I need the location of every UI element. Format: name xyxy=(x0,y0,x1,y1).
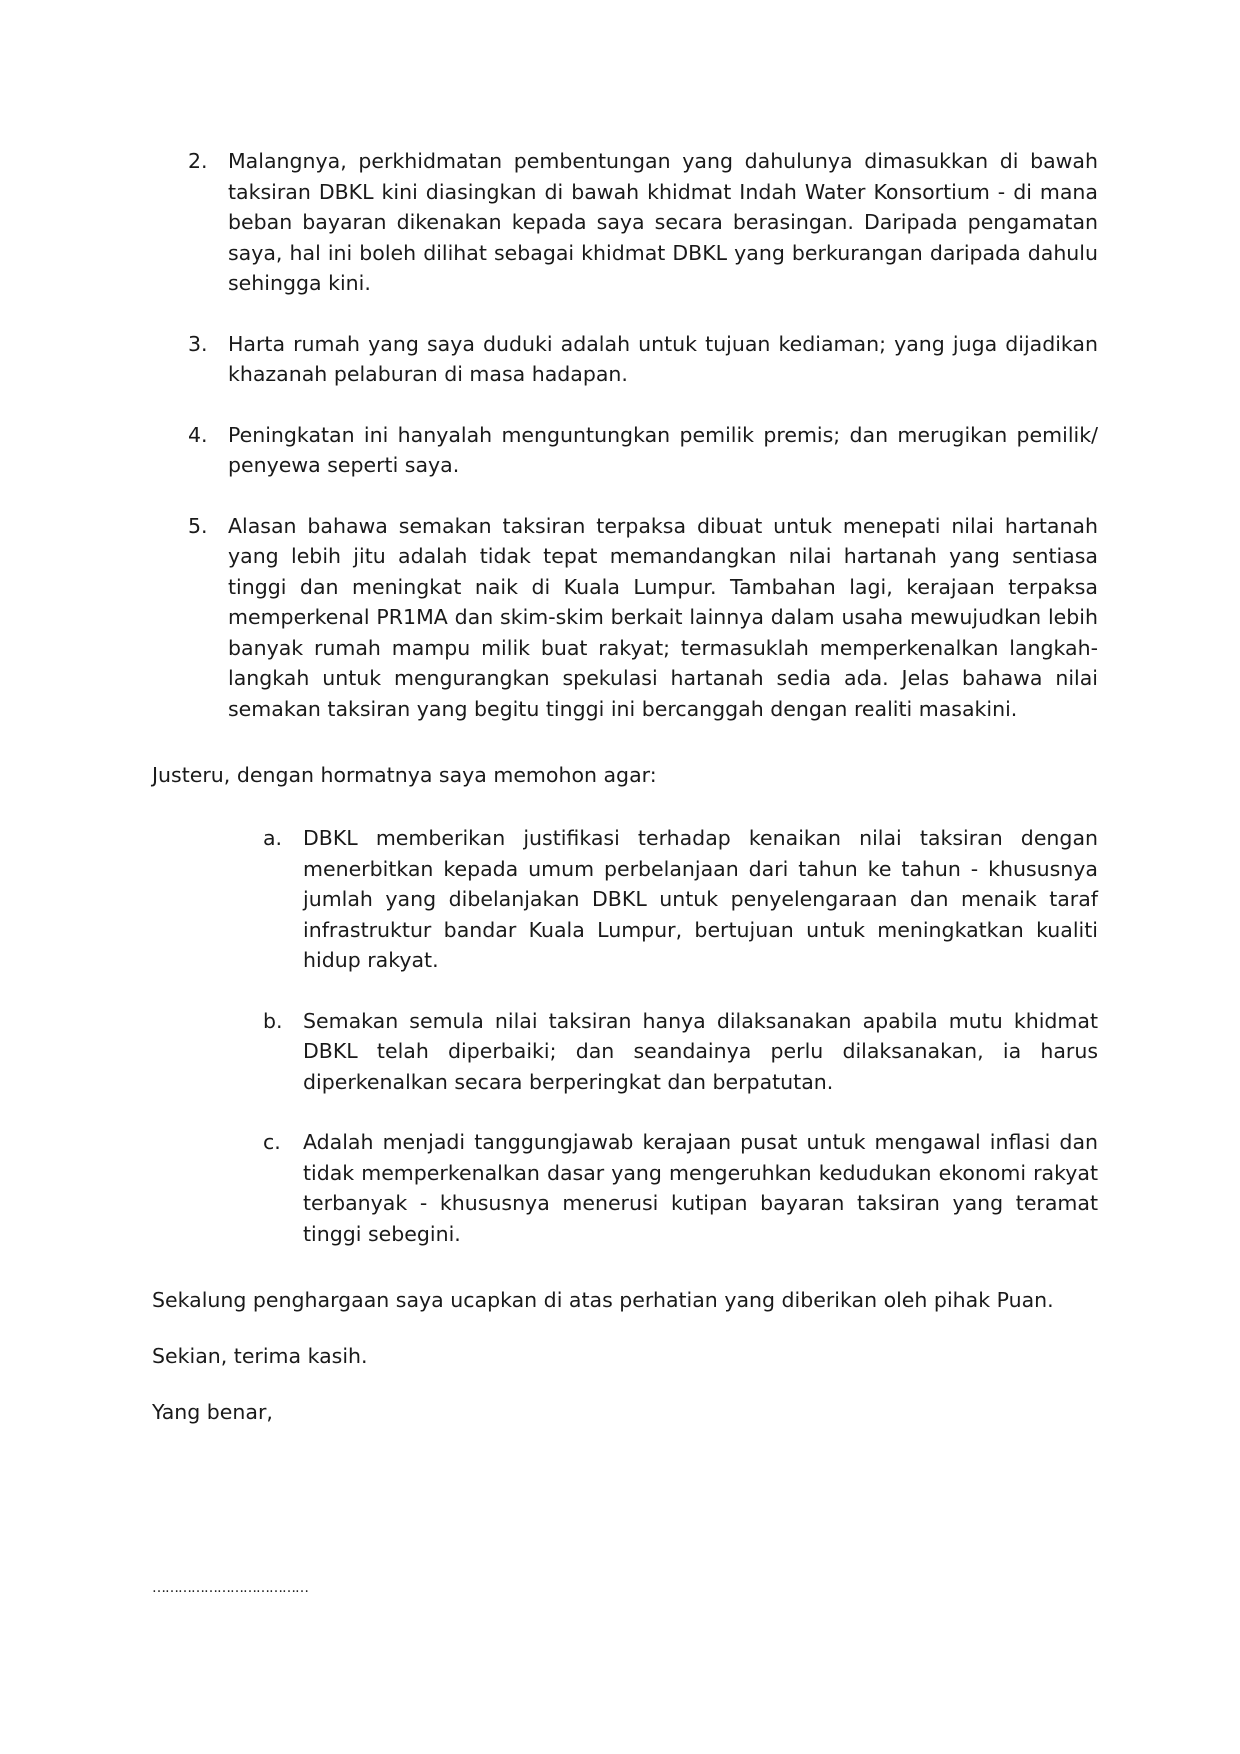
request-letter: c. xyxy=(263,1130,281,1154)
request-list xyxy=(263,823,1098,1279)
point-text: Peningkatan ini hanyalah menguntungkan pemilik premis; dan merugikan pemilik/ penyewa seperti saya. xyxy=(228,422,1098,477)
list-item-request-b xyxy=(263,1006,1098,1098)
signature-line: ……………………………… xyxy=(152,1580,308,1596)
request-text: Adalah menjadi tanggungjawab kerajaan pusat untuk mengawal inflasi dan tidak memperkenalkan dasar yang mengeruhkan kedudukan ekonomi rakyat terbanyak - khususnya menerusi kutipan bayaran taksiran yang teramat tinggi sebegini. xyxy=(303,1130,1098,1246)
request-text: Semakan semula nilai taksiran hanya dilaksanakan apabila mutu khidmat DBKL telah diperbaiki; dan seandainya perlu dilaksanakan, ia harus diperkenalkan secara berperingkat dan berpatutan. xyxy=(303,1008,1098,1094)
point-number: 5. xyxy=(188,513,208,538)
signoff-text: Yang benar, xyxy=(152,1400,273,1424)
list-item-request-c xyxy=(263,1127,1098,1249)
point-text: Malangnya, perkhidmatan pembentungan yang dahulunya dimasukkan di bawah taksiran DBKL kini diasingkan di bawah khidmat Indah Water Konsortium - di mana beban bayaran dikenakan kepada saya secara berasingan. Daripada pengamatan saya, hal ini boleh dilihat sebagai khidmat DBKL yang berkurangan daripada dahulu sehingga kini. xyxy=(228,149,1098,295)
list-item-request-a xyxy=(263,823,1098,976)
numbered-points-list xyxy=(188,146,1098,754)
point-number: 3. xyxy=(188,331,208,356)
list-item-point-4 xyxy=(188,420,1098,481)
point-number: 2. xyxy=(188,149,208,173)
request-text: DBKL memberikan justifikasi terhadap kenaikan nilai taksiran dengan menerbitkan kepada umum perbelanjaan dari tahun ke tahun - khususnya jumlah yang dibelanjakan DBKL untuk penyelengaraan dan menaik taraf infrastruktur bandar Kuala Lumpur, bertujuan untuk meningkatkan kualiti hidup rakyat. xyxy=(303,826,1098,972)
point-text: Harta rumah yang saya duduki adalah untuk tujuan kediaman; yang juga dijadikan khazanah pelaburan di masa hadapan. xyxy=(228,331,1098,386)
request-letter: b. xyxy=(263,1008,283,1033)
request-letter: a. xyxy=(263,826,283,850)
point-text: Alasan bahawa semakan taksiran terpaksa dibuat untuk menepati nilai hartanah yang lebih jitu adalah tidak tepat memandangkan nilai hartanah yang sentiasa tinggi dan meningkat naik di Kuala Lumpur. Tambahan lagi, kerajaan terpaksa memperkenal PR1MA dan skim-skim berkait lainnya dalam usaha mewujudkan lebih banyak rumah mampu milik buat rakyat; termasuklah memperkenalkan langkah-langkah untuk mengurangkan spekulasi hartanah sedia ada. Jelas bahawa nilai semakan taksiran yang begitu tinggi ini bercanggah dengan realiti masakini. xyxy=(228,513,1098,721)
list-item-point-5 xyxy=(188,511,1098,725)
point-number: 4. xyxy=(188,422,208,447)
list-item-point-2 xyxy=(188,146,1098,299)
request-intro: Justeru, dengan hormatnya saya memohon agar: xyxy=(152,763,657,787)
appreciation-text: Sekalung penghargaan saya ucapkan di atas perhatian yang diberikan oleh pihak Puan. xyxy=(152,1288,1054,1312)
list-item-point-3 xyxy=(188,329,1098,390)
closing-text: Sekian, terima kasih. xyxy=(152,1344,368,1368)
